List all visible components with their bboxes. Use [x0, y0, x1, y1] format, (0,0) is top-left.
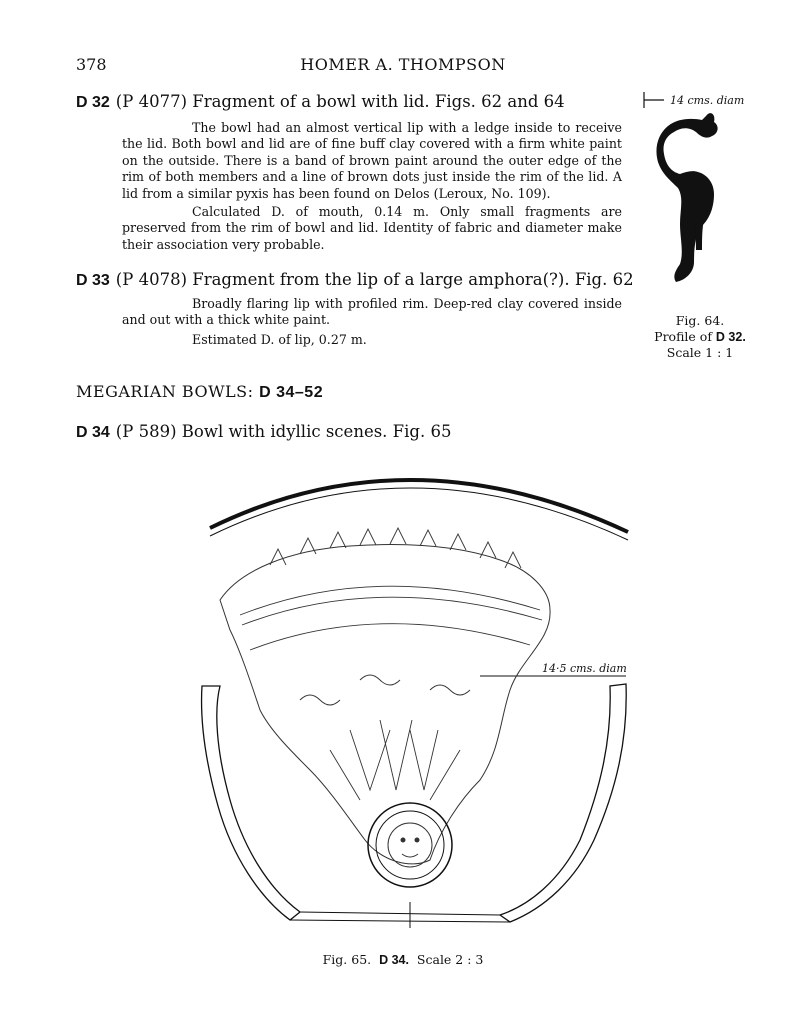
- running-title: HOMER A. THOMPSON: [300, 55, 506, 74]
- entry-heading-d32: [76, 92, 565, 112]
- fig64-caption: [630, 313, 770, 361]
- d32-description: The bowl had an almost vertical lip with a ledge inside to receive the lid. Both bowl and lid are of fine buff clay covered with a firm white paint on the outside. There is a band of brown paint around the outer edge of the rim of both members and a line of brown dots just inside the rim of the lid. A lid from a similar pyxis has been found on Delos (Leroux, No. 109).: [122, 120, 622, 201]
- section-heading: MEGARIAN BOWLS: D 34–52: [76, 382, 324, 401]
- entry-title: (P 589) Bowl with idyllic scenes. Fig. 65: [115, 422, 452, 441]
- entry-title: (P 4077) Fragment of a bowl with lid. Figs. 62 and 64: [115, 92, 565, 111]
- fig64-caption-line3: Scale 1 : 1: [666, 345, 734, 360]
- fig64-caption-line2: Profile of D 32.: [654, 329, 746, 344]
- entry-heading-d34: [76, 422, 451, 442]
- entry-title: (P 4078) Fragment from the lip of a large amphora(?). Fig. 62: [115, 270, 634, 289]
- entry-id: D 33: [76, 272, 110, 289]
- d33-description: Broadly flaring lip with profiled rim. Deep-red clay covered inside and out with a thick white paint.: [122, 296, 622, 328]
- entry-heading-d33: [76, 270, 634, 290]
- fig64-caption-line1: Fig. 64.: [675, 313, 725, 328]
- d32-dimensions: Calculated D. of mouth, 0.14 m. Only small fragments are preserved from the rim of bowl and lid. Identity of fabric and diameter make their association very probable.: [122, 204, 622, 252]
- fig65-caption: Fig. 65. D 34. Scale 2 : 3: [322, 952, 484, 967]
- page-number: 378: [76, 55, 107, 74]
- entry-id: D 32: [76, 94, 110, 111]
- entry-id: D 34: [76, 424, 110, 441]
- fig64-handwritten-note: 14 cms. diam: [670, 94, 745, 107]
- d33-dimensions: Estimated D. of lip, 0.27 m.: [192, 332, 367, 347]
- fig65-handwritten-note: 14·5 cms. diam: [542, 662, 627, 675]
- fig64-profile-drawing: [636, 86, 786, 296]
- fig65-bowl-drawing: [180, 450, 640, 940]
